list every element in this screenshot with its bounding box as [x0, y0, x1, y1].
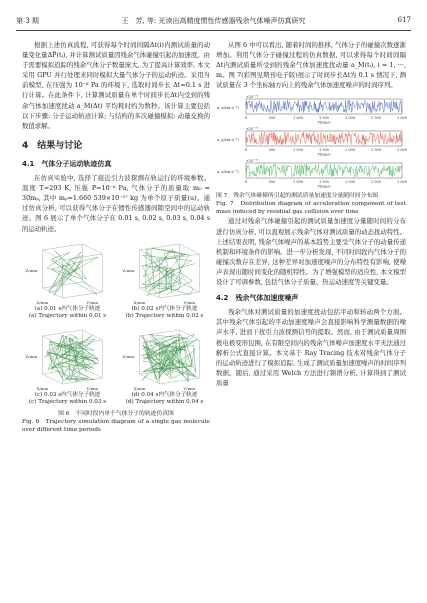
- y-axis-label: a_y/(m·s⁻²): [217, 137, 239, 143]
- page-number: 617: [397, 16, 411, 24]
- figure-7-caption-zh: 图 7 残余气体碰撞所引起的测试质量加速度分量随时间分布图: [216, 193, 379, 200]
- x-axis-label: X/mm: [36, 299, 49, 305]
- issue-number: 第 3 期: [16, 17, 39, 25]
- section-heading: 4 结果与讨论: [22, 140, 83, 151]
- figure-6-caption: [22, 410, 210, 434]
- box-edge: [160, 378, 200, 384]
- z-axis-label: Z/mm: [25, 353, 38, 359]
- panel-caption-en: (b) Trajectory within 0.02 s: [125, 312, 204, 319]
- body-paragraph: 在仿真实验中, 选择了接近引力波探测在轨运行的环境参数。温度 T=293 K, 压强 P=10⁻⁶ Pa, 气体分子的质量取 m₀ = 30mₚ, 其中 mₚ=1.660 539×10⁻²⁷ kg 为单个原子质量(u)。通过仿真分析, 可以获得气体分子在惯性传感器间隙空间中的运动轨迹。图 6 展示了单个气体分子在 0.01 s, 0.02 s, 0.03 s, 0.04 s 的运动轨迹。: [22, 174, 210, 233]
- box-edge: [43, 244, 83, 250]
- body-paragraph: 通过对残余气体碰撞引起的测试质量加速度分量随时间的分布进行仿真分析, 可以直观展示残余气体对测试质量的动态扰动特性。上述结果表明, 残余气体噪声的基本趋势主要受气体分子的动量传递机制和环境条件的影响。进一步分析发现, 不同时间段内气体分子的碰撞次数存在差异, 这种差异对加速度噪声的分布特性有影响, 使噪声表现出随时间变化的随机特性。为了增强模型的适应性, 本文模型设计了可调参数, 包括气体分子质量、热运动速度等关键变量。: [216, 217, 406, 287]
- subsection-heading: 4.1 气体分子运动轨迹仿真: [22, 159, 112, 168]
- panel-caption-zh: (a) 0.01 s内气体分子轨迹: [34, 305, 101, 312]
- x-tick-label: 2 000: [344, 180, 356, 185]
- panel-caption-zh: (c) 0.03 s内气体分子轨迹: [34, 391, 101, 398]
- trajectory-panel-c: [22, 324, 113, 406]
- accel-plot-y: [216, 126, 406, 156]
- figure-7: [216, 94, 406, 188]
- box-edge: [140, 244, 180, 250]
- panel-caption-en: (c) Trajectory within 0.03 s: [28, 398, 107, 405]
- x-tick-label: 0: [244, 148, 248, 153]
- noise-series: [246, 101, 402, 114]
- x-axis-label: Time/s: [317, 151, 331, 157]
- x-axis-label: Time/s: [317, 183, 331, 189]
- noise-series: [246, 165, 402, 178]
- box-edge: [83, 282, 103, 292]
- trajectory-panel-b: [119, 238, 210, 320]
- trajectory-plot-a: [22, 238, 113, 306]
- box-edge: [43, 288, 63, 298]
- panel-caption-en: (a) Trajectory within 0.01 s: [28, 312, 107, 319]
- box-edge: [160, 292, 200, 298]
- y-axis-label: a_x/(m·s⁻²): [217, 105, 239, 111]
- x-tick-label: 1 500: [318, 148, 330, 153]
- panel-caption-zh: (d) 0.04 s内气体分子轨迹: [131, 391, 198, 398]
- x-tick-label: 1 500: [318, 180, 330, 185]
- box-edge: [180, 282, 200, 292]
- x-tick-label: 2 000: [344, 116, 356, 121]
- subsection-heading: 4.2 残余气体加速度噪声: [216, 294, 299, 303]
- x-tick-label: 500: [268, 116, 276, 121]
- left-column: [22, 40, 210, 434]
- y-axis-label: Y/mm: [183, 299, 196, 305]
- x-tick-label: 3 000: [396, 180, 408, 185]
- x-tick-label: 1 000: [292, 148, 304, 153]
- figure-6: [22, 238, 210, 406]
- x-tick-label: 3 000: [396, 148, 408, 153]
- scale-label: ×10⁻¹⁴: [246, 127, 259, 132]
- x-tick-label: 2 000: [344, 148, 356, 153]
- accel-strip-x: [216, 94, 406, 124]
- x-tick-label: 2 500: [370, 116, 382, 121]
- accel-plot-x: [216, 94, 406, 124]
- box-edge: [180, 330, 200, 340]
- x-tick-label: 2 500: [370, 180, 382, 185]
- y-axis-label: Y/mm: [183, 385, 196, 391]
- accel-strip-y: [216, 126, 406, 156]
- trajectory-plot-c: [22, 324, 113, 392]
- body-paragraph: 残余气体对测试质量的加速度扰动包括平动和转动两个方面。其中残余气体引起的平动加速度噪声会直接影响科学测量数据的噪声水平, 进而干扰引力波探测信号的提取。然而, 由于测试质量周围极电极变形包围, 在有限空间内的残余气体噪声加速度水平无法通过解析公式直接计算。本文基于 Ray Tracing 技术对残余气体分子的运动轨迹进行了模拟追踪, 生成了测试质量加速度噪声的时间序列数据。随后, 通过采用 Welch 方法进行频谱分析, 计算得到了测试质量: [216, 308, 406, 387]
- box-edge: [83, 330, 103, 340]
- box-edge: [140, 250, 160, 260]
- x-tick-label: 1 000: [292, 116, 304, 121]
- z-axis-label: Z/mm: [122, 353, 135, 359]
- panel-caption-en: (d) Trajectory within 0.04 s: [125, 398, 204, 405]
- box-edge: [180, 244, 200, 254]
- z-axis-label: Z/mm: [25, 267, 38, 273]
- accel-plot-z: [216, 158, 406, 188]
- trajectory-plot-b: [119, 238, 210, 306]
- x-axis-label: Time/s: [317, 119, 331, 125]
- scale-label: ×10⁻¹⁴: [246, 95, 259, 100]
- box-edge: [63, 292, 103, 298]
- x-tick-label: 500: [268, 148, 276, 153]
- trajectory-panel-a: [22, 238, 113, 320]
- x-axis-label: X/mm: [36, 385, 49, 391]
- x-axis-label: X/mm: [133, 385, 146, 391]
- box-edge: [140, 374, 160, 384]
- x-tick-label: 500: [268, 180, 276, 185]
- x-tick-label: 0: [244, 116, 248, 121]
- trajectory-panel-d: [119, 324, 210, 406]
- box-edge: [140, 288, 160, 298]
- box-edge: [83, 368, 103, 378]
- panel-caption-zh: (b) 0.02 s内气体分子轨迹: [131, 305, 198, 312]
- x-tick-label: 3 000: [396, 116, 408, 121]
- figure-6-caption-en: Fig. 6 Trajectory simulation diagram of a single gas molecule over different time periods: [22, 418, 210, 433]
- x-tick-label: 1 000: [292, 180, 304, 185]
- z-axis-label: Z/mm: [122, 267, 135, 273]
- x-tick-label: 0: [244, 180, 248, 185]
- box-edge: [83, 244, 103, 254]
- figure-6-caption-zh: 图 6 不同时段内单个气体分子的轨迹仿真图: [58, 410, 174, 417]
- right-column: [216, 40, 406, 390]
- y-axis-label: Y/mm: [86, 385, 99, 391]
- y-axis-label: a_z/(m·s⁻²): [217, 169, 239, 175]
- body-paragraph: 根据上述仿真流程, 可获得每个时间间隔Δt(i)内测试质量的动量变化量ΔP̄(tᵢ), 并计算测试质量因残余气体碰撞引起的加速度。由于需要模拟追踪的残余气体分子数量庞大, 为了提高计算效率, 本文采用 GPU 并行处理来同时模拟大量气体分子的运动轨迹。采用当前模型, 在压强为 10⁻⁶ Pa 的环境下, 选取时间步长 Δt=0.1 s 进行计算。在此条件下, 计算测试质量在单个时间步长Δt内受到的残余气体加速度扰动 a_M(Δt) 平均耗时约为数秒。该计算主要包括以下步骤: 分子运动轨迹计算; 与结构的多次碰撞模拟; 动量交换的数值求解。: [22, 41, 210, 130]
- box-edge: [43, 374, 63, 384]
- figure-7-caption-en: Fig. 7 Distribution diagram of acceleration component of test mass induced by residual gas collision over time: [216, 201, 406, 216]
- header-rule: [16, 30, 411, 31]
- body-paragraph: 从图 6 中可以看出, 随着时间的推移, 气体分子的碰撞次数逐渐增加。利用气体分子碰撞过程的仿真数据, 可以求得每个时间间隔Δt内测试质量所受到的残余气体加速度扰动量 a_M(tᵢ), i = 1, ···, m。图 7(彩图见期刊电子版)展示了时间步长Δt为 0.1 s 情况下, 测试质量在 3 个坐标轴方向上的残余气体加速度噪声的时间序列。: [216, 41, 406, 90]
- accel-strip-z: [216, 158, 406, 188]
- y-axis-label: Y/mm: [86, 299, 99, 305]
- trajectory-plot-d: [119, 324, 210, 392]
- running-title: 王 芳, 等: 光读出高精度惯性传感器残余气体噪声仿真研究: [121, 17, 306, 25]
- x-axis-label: X/mm: [133, 299, 146, 305]
- box-edge: [140, 330, 180, 336]
- plot-frame: [246, 99, 402, 114]
- x-tick-label: 1 500: [318, 116, 330, 121]
- figure-7-caption: [216, 192, 406, 216]
- x-tick-label: 2 500: [370, 148, 382, 153]
- trajectory-path: [47, 250, 98, 295]
- noise-series: [246, 133, 402, 146]
- running-header: [16, 14, 411, 28]
- scale-label: ×10⁻¹⁴: [246, 159, 259, 164]
